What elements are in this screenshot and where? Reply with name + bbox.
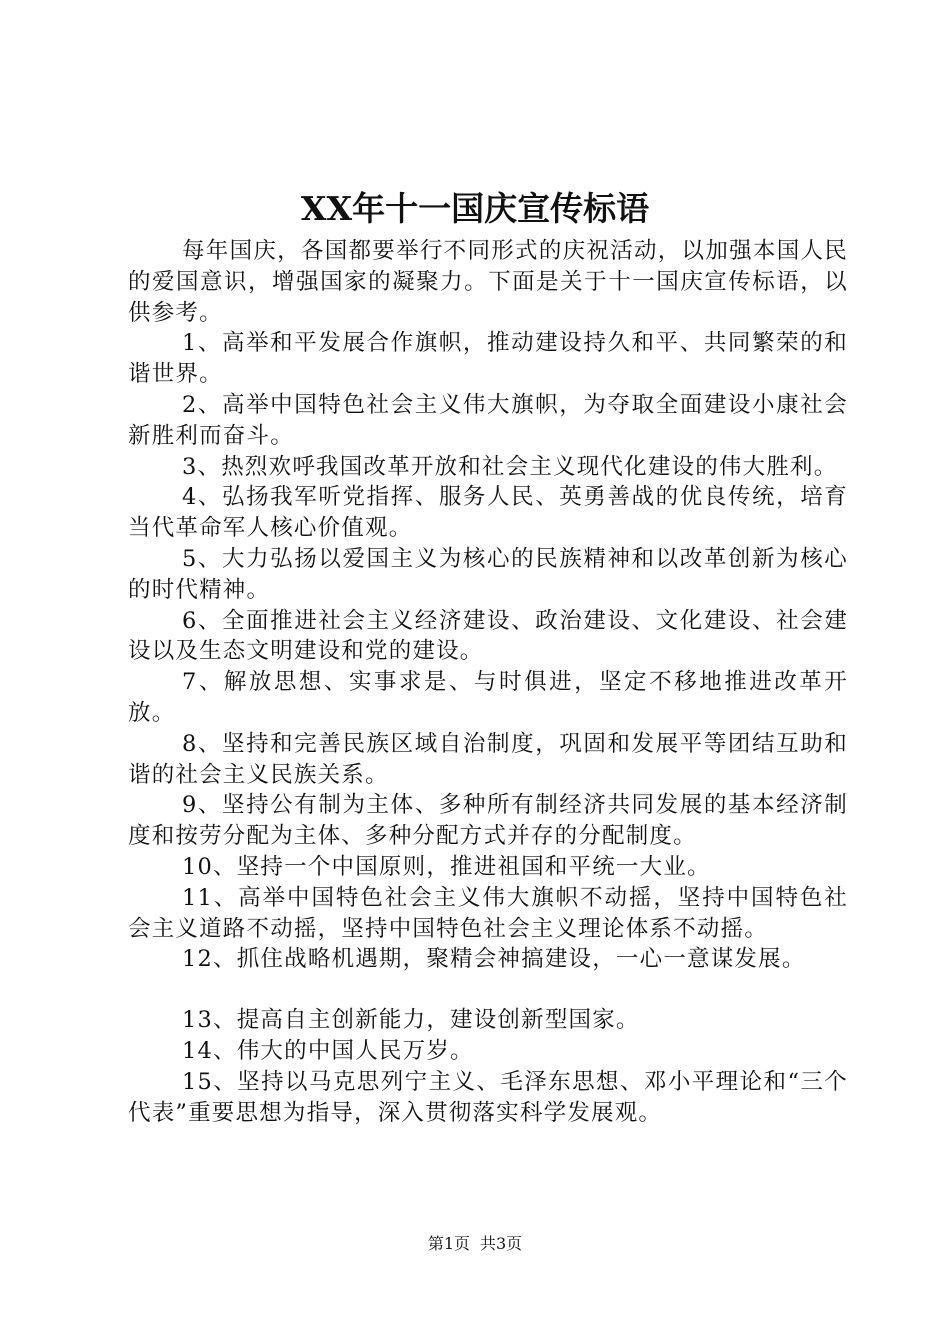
intro-paragraph: 每年国庆，各国都要举行不同形式的庆祝活动，以加强本国人民的爱国意识，增强国家的凝聚力。下面是关于十一国庆宣传标语，以供参考。 [128,238,848,326]
slogan-item: 5、大力弘扬以爱国主义为核心的民族精神和以改革创新为核心的时代精神。 [128,545,848,603]
page-number: 第1页 [427,1234,470,1253]
slogan-item: 8、坚持和完善民族区域自治制度，巩固和发展平等团结互助和谐的社会主义民族关系。 [128,730,848,788]
document-title: XX年十一国庆宣传标语 [300,189,650,228]
slogan-item: 15、坚持以马克思列宁主义、毛泽东思想、邓小平理论和“三个代表”重要思想为指导，深入贯彻落实科学发展观。 [128,1068,848,1126]
slogan-item: 10、坚持一个中国原则，推进祖国和平统一大业。 [182,853,711,880]
document-body [128,236,848,1128]
slogan-item: 7、解放思想、实事求是、与时俱进，坚定不移地推进改革开放。 [128,669,848,726]
slogan-item: 12、抓住战略机遇期，聚精会神搞建设，一心一意谋发展。 [182,946,806,973]
slogan-item: 4、弘扬我军听党指挥、服务人民、英勇善战的优良传统，培育当代革命军人核心价值观。 [128,484,848,542]
slogan-item: 1、高举和平发展合作旗帜，推动建设持久和平、共同繁荣的和谐世界。 [128,330,848,388]
page-total: 共3页 [480,1234,523,1253]
slogan-item: 9、坚持公有制为主体、多种所有制经济共同发展的基本经济制度和按劳分配为主体、多种分配方式并存的分配制度。 [128,792,848,850]
slogan-item: 11、高举中国特色社会主义伟大旗帜不动摇，坚持中国特色社会主义道路不动摇，坚持中国特色社会主义理论体系不动摇。 [128,884,848,942]
slogan-item: 6、全面推进社会主义经济建设、政治建设、文化建设、社会建设以及生态文明建设和党的建设。 [128,607,848,665]
slogan-item: 13、提高自主创新能力，建设创新型国家。 [182,1007,640,1034]
slogan-item: 3、热烈欢呼我国改革开放和社会主义现代化建设的伟大胜利。 [182,453,838,480]
page-footer [0,1234,950,1254]
slogan-item: 14、伟大的中国人民万岁。 [182,1037,474,1064]
slogan-item: 2、高举中国特色社会主义伟大旗帜，为夺取全面建设小康社会新胜利而奋斗。 [128,391,848,449]
